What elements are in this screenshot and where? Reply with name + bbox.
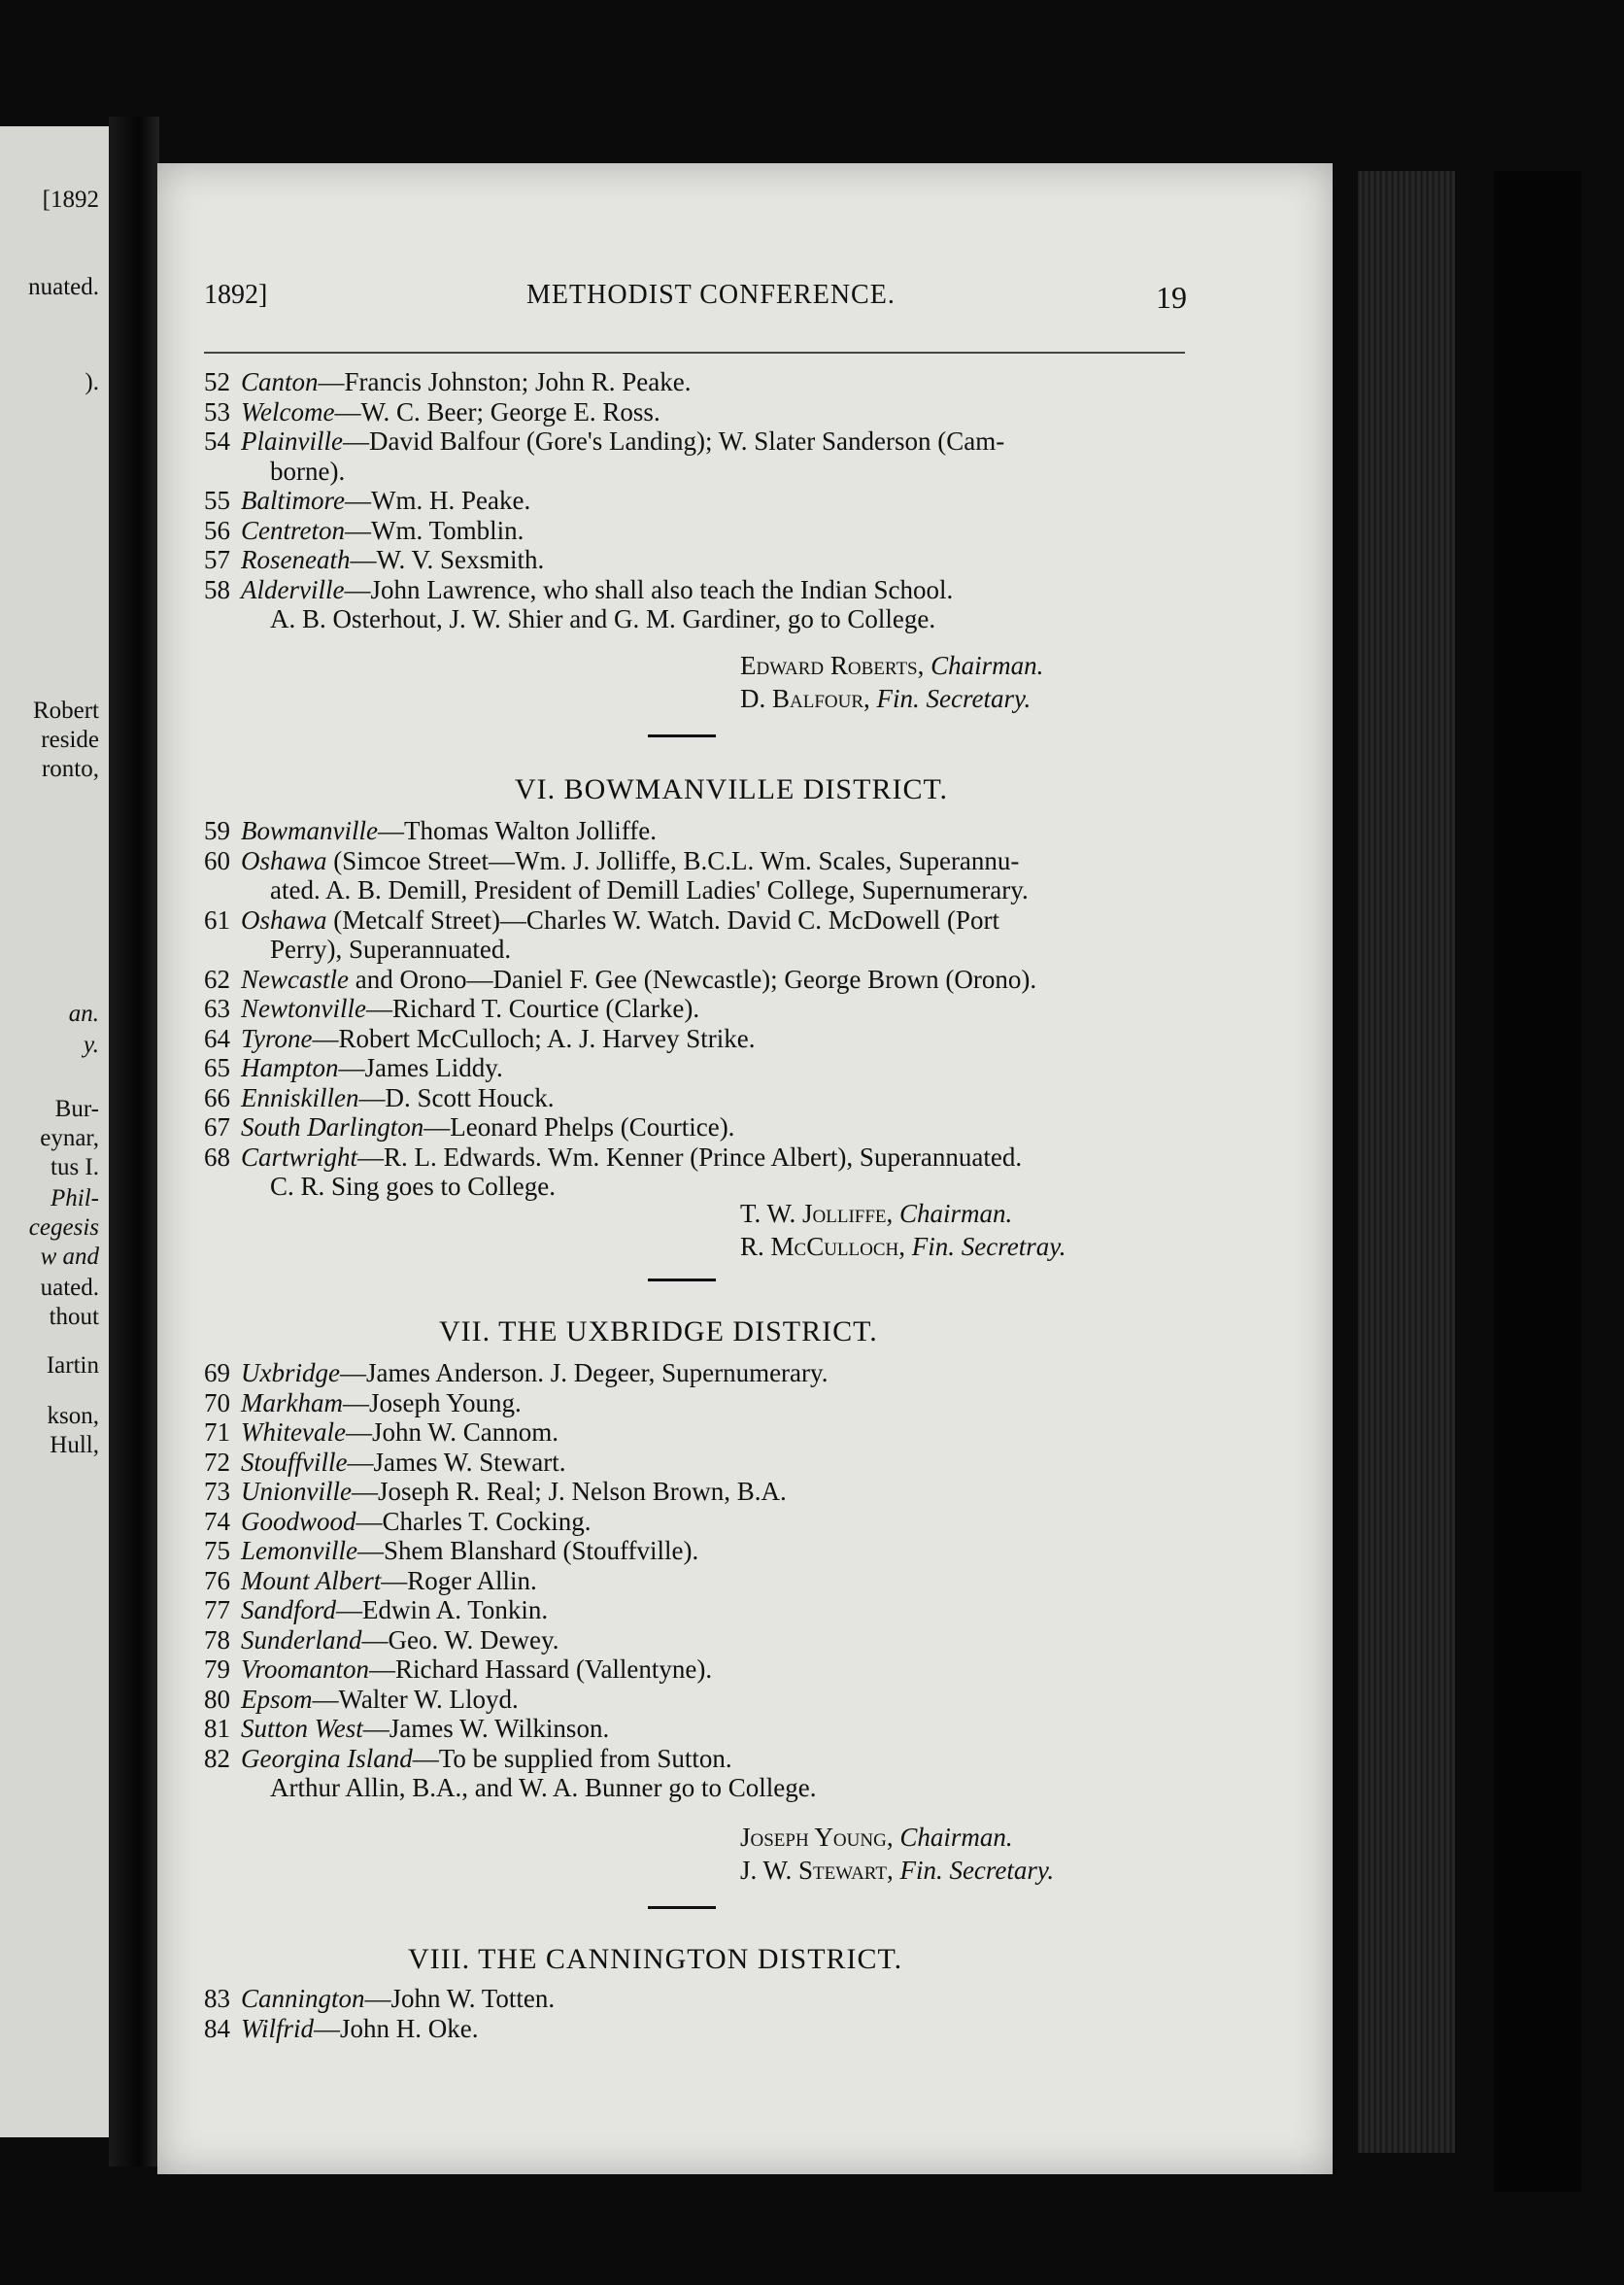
facing-page-text: thout	[49, 1304, 99, 1330]
entry-number: 80	[204, 1684, 230, 1714]
circuit-name: Cannington	[241, 1984, 365, 2013]
entry-number: 67	[204, 1112, 230, 1142]
appointment-continuation	[270, 606, 935, 632]
entry-number: 73	[204, 1477, 230, 1506]
circuit-name: Welcome	[241, 396, 335, 426]
appointment-entry	[204, 1684, 519, 1714]
facing-page-text: reside	[41, 727, 99, 753]
entry-text: —David Balfour (Gore's Landing); W. Slater Sanderson (Cam-	[342, 426, 1005, 456]
chairman-signature	[740, 1199, 1012, 1229]
circuit-name: Epsom	[241, 1684, 313, 1714]
entry-number: 57	[204, 545, 230, 574]
facing-page-text: Bur-	[54, 1096, 99, 1122]
appointment-entry	[204, 396, 660, 426]
circuit-name: Uxbridge	[241, 1358, 340, 1387]
entry-text: —Walter W. Lloyd.	[312, 1684, 519, 1714]
circuit-name: Hampton	[241, 1053, 339, 1082]
facing-page-text: Iartin	[46, 1352, 99, 1379]
circuit-name: Canton	[241, 367, 319, 396]
circuit-name: Baltimore	[241, 486, 345, 515]
circuit-name: Sandford	[241, 1595, 337, 1624]
book-page	[157, 163, 1333, 2174]
circuit-name: Georgina Island	[241, 1743, 413, 1773]
entry-text: —W. C. Beer; George E. Ross.	[334, 396, 660, 426]
running-header-year: 1892]	[204, 280, 268, 310]
entry-number: 70	[204, 1387, 230, 1417]
appointment-entry	[204, 1506, 592, 1536]
circuit-name: Sunderland	[241, 1624, 362, 1654]
entry-text: —Joseph Young.	[342, 1387, 522, 1417]
appointment-entry	[204, 1597, 548, 1623]
entry-number: 61	[204, 904, 230, 935]
circuit-name: Cartwright	[241, 1142, 358, 1172]
entry-number: 75	[204, 1536, 230, 1565]
appointment-continuation	[270, 937, 511, 963]
entry-text: —W. V. Sexsmith.	[350, 545, 545, 574]
entry-text: —R. L. Edwards. Wm. Kenner (Prince Albert), Superannuated.	[357, 1142, 1023, 1172]
circuit-name: Stouffville	[241, 1447, 348, 1477]
appointment-continuation	[270, 877, 1029, 904]
circuit-name: Wilfrid	[241, 2013, 315, 2043]
entry-text: —Joseph R. Real; J. Nelson Brown, B.A.	[351, 1477, 787, 1506]
circuit-name: Newtonville	[241, 994, 366, 1023]
entry-number: 63	[204, 994, 230, 1023]
circuit-name: Lemonville	[241, 1536, 357, 1565]
circuit-name: Goodwood	[241, 1506, 356, 1536]
appointment-continuation	[270, 1174, 556, 1200]
entry-text: Arthur Allin, B.A., and W. A. Bunner go to College.	[270, 1773, 817, 1802]
entry-number: 83	[204, 1984, 230, 2013]
facing-page-fragment	[0, 126, 109, 2137]
circuit-name: Bowmanville	[241, 816, 378, 845]
facing-page-text: cegesis	[28, 1214, 99, 1241]
appointment-entry	[204, 1114, 734, 1141]
facing-page-text: w and	[40, 1244, 99, 1270]
appointment-entry	[204, 2013, 479, 2043]
entry-number: 77	[204, 1595, 230, 1624]
entry-text: —Roger Allin.	[381, 1565, 537, 1595]
appointment-entry	[204, 488, 530, 514]
circuit-name: Unionville	[241, 1477, 352, 1506]
appointment-entry	[204, 818, 657, 844]
circuit-name: Enniskillen	[241, 1082, 359, 1112]
entry-number: 84	[204, 2013, 230, 2043]
circuit-name: Vroomanton	[241, 1654, 369, 1684]
circuit-name: Oshawa	[241, 845, 327, 875]
entry-number: 53	[204, 396, 230, 426]
facing-page-text: Robert	[32, 698, 99, 724]
facing-page-text: nuated.	[28, 274, 99, 300]
district-heading: VI. BOWMANVILLE DISTRICT.	[515, 773, 949, 805]
district-heading: VII. THE UXBRIDGE DISTRICT.	[439, 1315, 878, 1347]
entry-number: 60	[204, 845, 230, 875]
entry-text: —Thomas Walton Jolliffe.	[377, 816, 658, 845]
entry-text: C. R. Sing goes to College.	[270, 1172, 557, 1201]
circuit-name: Roseneath	[241, 545, 351, 574]
appointment-entry	[204, 1986, 555, 2012]
entry-number: 58	[204, 574, 230, 604]
appointment-entry	[204, 1743, 732, 1773]
officer-title: Chairman.	[930, 651, 1044, 680]
entry-text: —John Lawrence, who shall also teach the Indian School.	[344, 574, 954, 604]
circuit-name: Newcastle	[241, 964, 349, 994]
appointment-entry	[204, 1360, 829, 1386]
officer-name: D. Balfour,	[740, 684, 870, 713]
entry-number: 68	[204, 1142, 230, 1172]
appointment-entry	[204, 1716, 609, 1742]
circuit-name: Tyrone	[241, 1023, 313, 1053]
section-divider	[648, 734, 716, 737]
appointment-entry	[204, 1565, 537, 1595]
entry-text: —Wm. H. Peake.	[345, 486, 531, 515]
circuit-name: Markham	[241, 1387, 343, 1417]
entry-number: 69	[204, 1358, 230, 1387]
appointment-entry	[204, 1082, 555, 1112]
entry-number: 64	[204, 1023, 230, 1053]
appointment-entry	[204, 1419, 558, 1446]
entry-text: —Richard Hassard (Vallentyne).	[369, 1654, 713, 1684]
entry-number: 81	[204, 1714, 230, 1743]
entry-text: —Shem Blanshard (Stouffville).	[356, 1536, 699, 1565]
appointment-entry	[204, 1387, 522, 1417]
entry-text: —Edwin A. Tonkin.	[336, 1595, 549, 1624]
facing-page-text: eynar,	[40, 1125, 99, 1151]
entry-text: —Charles T. Cocking.	[355, 1506, 592, 1536]
officer-title: Fin. Secretray.	[911, 1232, 1066, 1261]
facing-page-text: an.	[68, 1001, 99, 1027]
section-divider	[648, 1906, 716, 1909]
page-number: 19	[1156, 280, 1187, 315]
entry-number: 76	[204, 1565, 230, 1595]
secretary-signature	[740, 1856, 1054, 1886]
entry-number: 71	[204, 1417, 230, 1447]
entry-number: 66	[204, 1082, 230, 1112]
entry-text: Perry), Superannuated.	[270, 935, 512, 964]
circuit-name: Oshawa	[241, 904, 327, 935]
facing-page-text: ronto,	[41, 756, 99, 782]
officer-title: Fin. Secretary.	[899, 1856, 1055, 1885]
header-rule	[204, 352, 1185, 354]
entry-text: —James W. Wilkinson.	[362, 1714, 610, 1743]
appointment-entry	[204, 1023, 756, 1053]
entry-number: 78	[204, 1624, 230, 1654]
facing-page-text: tus I.	[51, 1154, 99, 1180]
circuit-name: South Darlington	[241, 1112, 424, 1142]
circuit-name: Alderville	[241, 574, 345, 604]
secretary-signature	[740, 684, 1031, 714]
appointment-entry	[204, 1449, 565, 1476]
book-gutter	[109, 117, 159, 2166]
secretary-signature	[740, 1232, 1066, 1262]
entry-text: —James Anderson. J. Degeer, Supernumerary.	[339, 1358, 829, 1387]
entry-text: —Francis Johnston; John R. Peake.	[318, 367, 692, 396]
entry-text: —Robert McCulloch; A. J. Harvey Strike.	[312, 1023, 756, 1053]
circuit-name: Sutton West	[241, 1714, 363, 1743]
facing-page-text: kson,	[47, 1403, 99, 1429]
officer-title: Fin. Secretary.	[876, 684, 1032, 713]
entry-number: 59	[204, 816, 230, 845]
appointment-entry	[204, 428, 1004, 455]
entry-number: 74	[204, 1506, 230, 1536]
section-divider	[648, 1279, 716, 1281]
circuit-name: Centreton	[241, 515, 345, 545]
officer-name: J. W. Stewart,	[740, 1856, 894, 1885]
officer-name: Edward Roberts,	[740, 651, 925, 680]
running-header-title: METHODIST CONFERENCE.	[526, 280, 896, 310]
book-cover-edge	[1494, 171, 1581, 2192]
entry-text: —James W. Stewart.	[347, 1447, 566, 1477]
officer-name: Joseph Young,	[740, 1823, 894, 1852]
officer-title: Chairman.	[899, 1823, 1013, 1852]
entry-number: 56	[204, 515, 230, 545]
entry-text: —To be supplied from Sutton.	[412, 1743, 732, 1773]
facing-page-text: Hull,	[50, 1432, 99, 1458]
entry-text: —Geo. W. Dewey.	[361, 1624, 559, 1654]
entry-number: 55	[204, 486, 230, 515]
appointment-entry	[204, 1144, 1022, 1171]
appointment-continuation	[270, 1775, 816, 1801]
entry-text: ated. A. B. Demill, President of Demill Ladies' College, Supernumerary.	[270, 875, 1029, 904]
book-page-edges	[1358, 171, 1455, 2153]
entry-text: —D. Scott Houck.	[358, 1082, 555, 1112]
appointment-entry	[204, 996, 699, 1022]
facing-page-text: ).	[85, 369, 99, 395]
appointment-continuation	[270, 456, 346, 486]
appointment-entry	[204, 904, 999, 935]
entry-text: —James Liddy.	[338, 1053, 503, 1082]
appointment-entry	[204, 1624, 559, 1654]
entry-number: 82	[204, 1743, 230, 1773]
entry-text: —Leonard Phelps (Courtice).	[423, 1112, 735, 1142]
appointment-entry	[204, 1538, 698, 1564]
circuit-name: Whitevale	[241, 1417, 346, 1447]
facing-page-text: [1892	[42, 187, 99, 213]
facing-page-text: Phil-	[51, 1185, 99, 1211]
circuit-name: Plainville	[241, 426, 343, 456]
entry-text: (Metcalf Street)—Charles W. Watch. David C. McDowell (Port	[326, 904, 999, 935]
entry-number: 72	[204, 1447, 230, 1477]
appointment-entry	[204, 369, 692, 395]
chairman-signature	[740, 1823, 1013, 1853]
facing-page-text: y.	[84, 1032, 99, 1058]
appointment-entry	[204, 547, 544, 573]
entry-text: borne).	[270, 456, 346, 486]
entry-text: —Richard T. Courtice (Clarke).	[365, 994, 700, 1023]
officer-name: T. W. Jolliffe,	[740, 1199, 894, 1228]
appointment-entry	[204, 1479, 787, 1505]
circuit-name: Mount Albert	[241, 1565, 382, 1595]
officer-title: Chairman.	[899, 1199, 1013, 1228]
entry-text: (Simcoe Street—Wm. J. Jolliffe, B.C.L. Wm. Scales, Superannu-	[326, 845, 1020, 875]
entry-number: 65	[204, 1053, 230, 1082]
entry-text: and Orono—Daniel F. Gee (Newcastle); George Brown (Orono).	[348, 964, 1037, 994]
entry-number: 54	[204, 426, 230, 456]
appointment-entry	[204, 515, 524, 545]
entry-text: —Wm. Tomblin.	[345, 515, 524, 545]
appointment-entry	[204, 1055, 503, 1081]
appointment-entry	[204, 964, 1037, 994]
facing-page-text: uated.	[40, 1275, 99, 1301]
chairman-signature	[740, 651, 1043, 681]
entry-number: 62	[204, 964, 230, 994]
district-heading: VIII. THE CANNINGTON DISTRICT.	[408, 1943, 903, 1975]
officer-name: R. McCulloch,	[740, 1232, 905, 1261]
entry-text: A. B. Osterhout, J. W. Shier and G. M. Gardiner, go to College.	[270, 604, 936, 633]
appointment-entry	[204, 574, 954, 604]
entry-text: —John H. Oke.	[314, 2013, 479, 2043]
entry-number: 79	[204, 1654, 230, 1684]
entry-number: 52	[204, 367, 230, 396]
entry-text: —John W. Cannom.	[345, 1417, 558, 1447]
appointment-entry	[204, 1656, 712, 1683]
entry-text: —John W. Totten.	[364, 1984, 556, 2013]
appointment-entry	[204, 845, 1020, 875]
